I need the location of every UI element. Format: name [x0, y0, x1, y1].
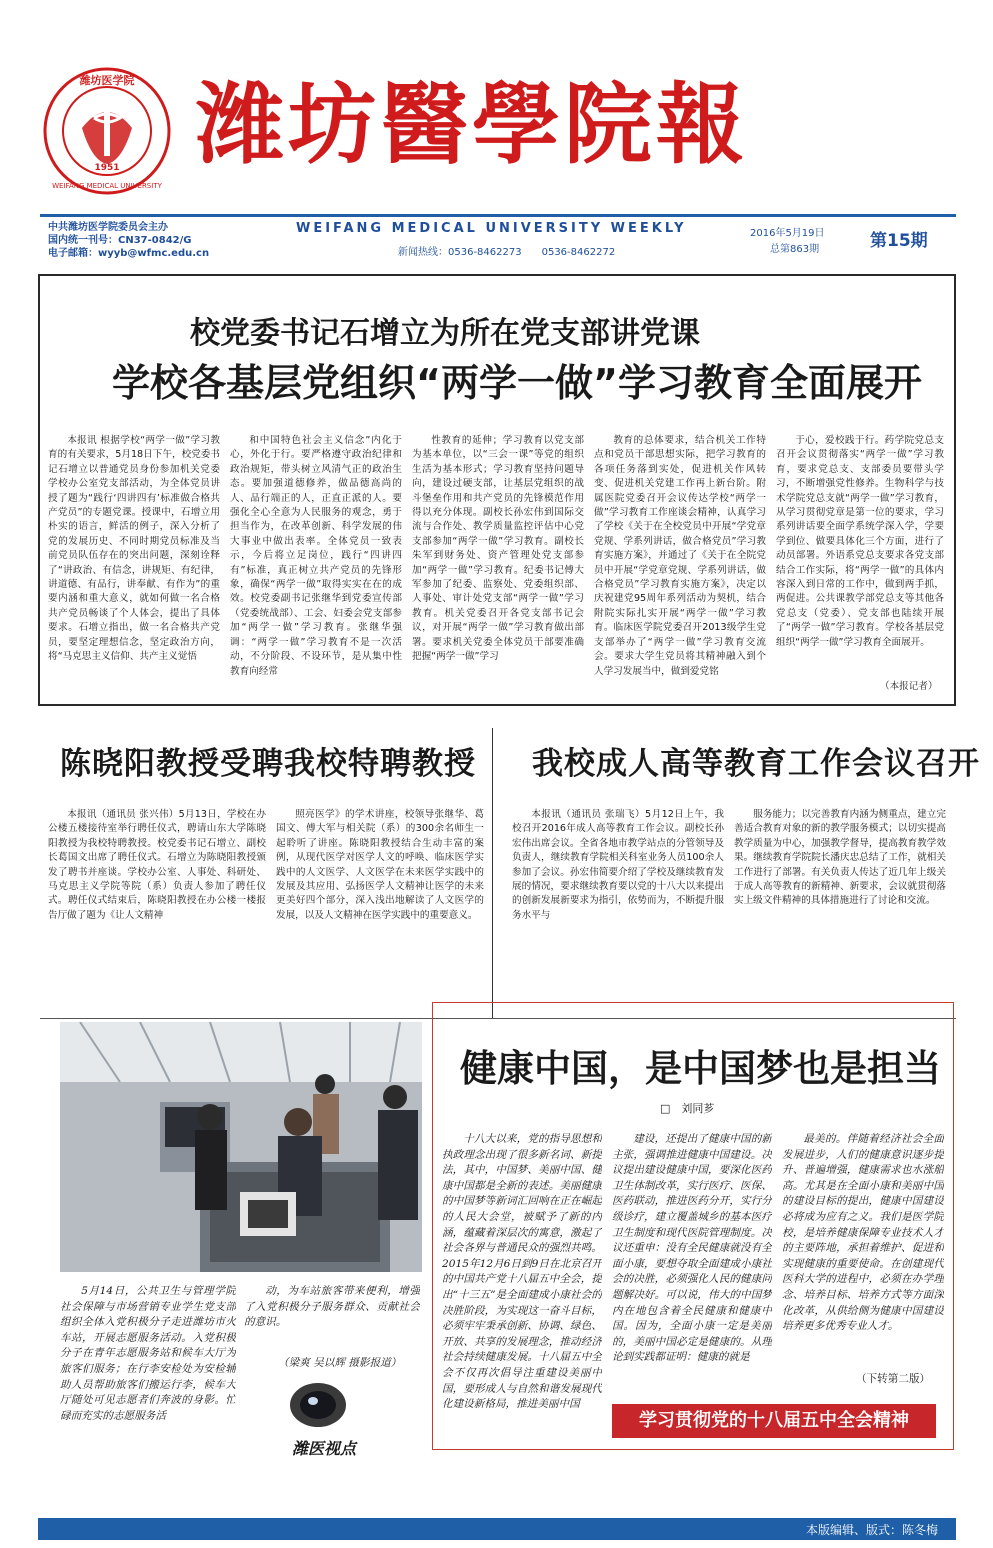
lead-headline: 学校各基层党组织“两学一做”学习教育全面展开: [112, 361, 922, 405]
university-logo: [42, 66, 172, 196]
photo-caption-column-1: 5月14日，公共卫生与管理学院社会保障与市场营销专业学生党支部组织全体入党积极分子走进潍坊市火车站，开展志愿服务活动。入党积极分子在青年志愿服务站和候车大厅为旅客们服务；在行李安检处为安检辅助人员帮助旅客们搬运行李，候车大厅随处可见志愿者们奔波的身影。忙碌而充实的志愿服务活: [60, 1285, 236, 1422]
theme-banner: 学习贯彻党的十八届五中全会精神: [612, 1404, 936, 1438]
right-story-column-2: 服务能力；以完善教育内涵为侧重点，建立完善适合教育对象的新的教学服务模式；以切实提高教学质量为中心，加强教学督导，提高教育教学效果。继续教育学院院长潘庆忠总结了工作，就相关工作进行了部署。有关负责人传达了近几年上级关于成人高等教育的新精神、新要求，会议就贯彻落实上级文件精神的具体措施进行了讨论和交流。: [734, 809, 946, 907]
left-story-column-2: 照亮医学》的学术讲座，校领导张继华、葛国文、傅大军与相关院（系）的300余名师生一起聆听了讲座。陈晓阳教授结合生动丰富的案例，从现代医学对医学人文的呼唤、临床医学实践中的人文医学、人文医学在未来医学实践中的发展及其应用、弘扬医学人文精神让医学的未来更美好四个部分，深入浅出地解读了人文医学的发展，以及人文精神在医学实践中的重要意义。: [276, 809, 484, 921]
lead-kicker: 校党委书记石增立为所在党支部讲党课: [190, 316, 700, 351]
essay-column-1: 十八大以来，党的指导思想和执政理念出现了很多新名词、新提法，其中，中国梦、美丽中国、健康中国都是全新的表述。美丽健康的中国梦等新词汇回响在正在崛起的人民大会堂，被赋予了新的内涵，蕴藏着深层次的寓意，激起了社会各界与普通民众的强烈共鸣。2015年12月6日到9日在北京召开的中国共产党十八届五中全会，提出“十三五”是全面建成小康社会的决胜阶段，为实现这一奋斗目标，必须牢牢秉承创新、协调、绿色、开放、共享的发展理念，推动经济社会持续健康发展。十八届五中全会不仅再次倡导注重建设美丽中国，要形成人与自然和谐发展现代化建设新格局，推进美丽中国: [442, 1133, 602, 1411]
photo-caption-column-2: 动，为车站旅客带来便利，增强了入党积极分子服务群众、贡献社会的意识。: [244, 1285, 420, 1329]
lead-column-4: 教育的总体要求，结合机关工作特点和党员干部思想实际，把学习教育的各项任务落到实处，促进机关作风转变、促进机关党建工作再上新台阶。附属医院党委召开会议传达学校“两学一做”学习教育工作座谈会精神，认真学习了学校《关于在全校党员中开展“学党章党规、学系列讲话，做合格党员”学习教育实施方案》，并通过了《关于在全院党员中开展“学党章党规、学系列讲话，做合格党员”学习教育实施方案》，决定以庆祝建党95周年系列活动为契机，结合附院实际扎实开展“两学一做”学习教育。临床医学院党委召开2013级学生党支部举办了“两学一做”学习教育交流会。要求大学生党员将其精神融入到个人学习发展当中，做到爱党铭: [594, 435, 766, 677]
email-line: 电子邮箱：wyyb@wfmc.edu.cn: [48, 248, 210, 259]
left-story-column-1: 本报讯（通讯员 张兴伟）5月13日，学校在办公楼五楼接待室举行聘任仪式，聘请山东大学陈晓阳教授为我校特聘教授。校党委书记石增立、副校长葛国文出席了聘任仪式。石增立为陈晓阳教授颁发了聘书并座谈。学校办公室、人事处、科研处、马克思主义学院等院（系）负责人参加了聘任仪式。聘任仪式结束后，陈晓阳教授在办公楼一楼报告厅做了题为《让人文精神: [48, 809, 266, 921]
svg-text:潍坊医学院: 潍坊医学院: [79, 74, 135, 87]
page-editor-credit: 本版编辑、版式：陈冬梅: [806, 1523, 939, 1537]
newspaper-title: 潍坊醫學院報: [196, 72, 749, 176]
left-story-headline: 陈晓阳教授受聘我校特聘教授: [60, 746, 476, 782]
issue-number: 第15期: [870, 231, 928, 251]
photo-credit: （梁爽 吴以辉 摄影报道）: [278, 1357, 402, 1369]
cn-number: 国内统一刊号：CN37-0842/G: [48, 235, 192, 246]
essay-column-3: 最美的。伴随着经济社会全面发展进步，人们的健康意识逐步提升、普遍增强，健康需求也水涨船高。尤其是在全面小康和美丽中国的建设目标的提出，健康中国建设必将成为应有之义。我们是医学院校，是培养健康保障专业技术人才的主要阵地，承担着维护、促进和实现健康的重要使命。在创建现代医科大学的进程中，必须在办学理念、培养目标、培养方式等方面深化改革，从供给侧为健康中国建设培养更多优秀专业人才。: [782, 1133, 944, 1333]
english-title: WEIFANG MEDICAL UNIVERSITY WEEKLY: [296, 221, 687, 236]
lead-byline: （本报记者）: [880, 681, 938, 692]
column-divider: [492, 728, 493, 1018]
news-hotline: 新闻热线：0536-8462273 0536-8462272: [398, 247, 616, 258]
svg-text:WEIFANG MEDICAL UNIVERSITY: WEIFANG MEDICAL UNIVERSITY: [52, 182, 162, 190]
issue-date: 2016年5月19日: [750, 228, 825, 239]
essay-author: □ 刘同芗: [660, 1102, 715, 1115]
photo-column-label: 潍医视点: [292, 1439, 357, 1458]
volunteer-station-photo: [60, 1022, 422, 1272]
lead-column-3: 性教育的延伸；学习教育以党支部为基本单位，以“三会一课”等党的组织生活为基本形式；学习教育坚持问题导向，建设过硬支部，让基层党组织的战斗堡垒作用和共产党员的先锋模范作用得以充分体现。副校长孙宏伟到国际交流与合作处、教学质量监控评估中心党支部参加“两学一做”学习教育。副校长朱军到财务处、资产管理处党支部参加“两学一做”学习教育。纪委书记傅大军参加了纪委、监察处、党委组织部、人事处、审计处党支部“两学一做”学习教育。机关党委召开各党支部书记会议，对开展“两学一做”学习教育做出部署。要求机关党委全体党员干部要准确把握“两学一做”学习: [412, 435, 584, 663]
total-issue: 总第863期: [770, 244, 820, 255]
svg-text:1951: 1951: [94, 163, 120, 173]
essay-column-2: 建设，还提出了健康中国的新主张，强调推进健康中国建设。决议提出建设健康中国，要深化医药卫生体制改革，实行医疗、医保、医药联动，推进医药分开，实行分级诊疗，建立覆盖城乡的基本医疗卫生制度和现代医院管理制度。决议还重申：没有全民健康就没有全面小康，要想夺取全面建成小康社会的决胜，必须强化人民的健康问题解决好。可以说，伟大的中国梦内在地包含着全民健康和健康中国。因为，全面小康一定是美丽的，美丽中国必定是健康的。从理论到实践都证明：健康的就是: [612, 1133, 772, 1364]
sponsor-line: 中共潍坊医学院委员会主办: [48, 222, 168, 233]
lead-column-2: 和中国特色社会主义信念”内化于心，外化于行。要严格遵守政治纪律和政治规矩，带头树立风清气正的政治生态。要加强道德修养，做品德高尚的人、品行端正的人，正直正派的人。要强化全心全意为人民服务的观念，勇于担当作为，在改革创新、科学发展的伟大事业中做出表率。全体党员一致表示，今后将立足岗位，践行“四讲四有”标准，真正树立共产党员的先锋形象，确保“两学一做”取得实实在在的成效。校党委副书记张继华到党委宣传部（党委统战部）、工会、妇委会党支部参加“两学一做”学习教育。张继华强调：“两学一做”学习教育不是一次活动，不分阶段、不设环节，是从集中性教育向经常: [230, 435, 402, 677]
right-story-headline: 我校成人高等教育工作会议召开: [532, 746, 980, 782]
continued-note: （下转第二版）: [856, 1373, 931, 1385]
essay-headline: 健康中国，是中国梦也是担当: [460, 1047, 941, 1090]
right-story-column-1: 本报讯（通讯员 张瑞飞）5月12日上午，我校召开2016年成人高等教育工作会议。副校长孙宏伟出席会议。全省各地市教学站点的分管领导及负责人，继续教育学院相关科室业务人员100余人参加了会议。孙宏伟简要介绍了学校及继续教育发展的情况，要求继续教育要以党的十八大以来提出的创新发展新要求为指引，依势而为，不断提升服务水平与: [512, 809, 724, 921]
lead-column-5: 于心，爱校践于行。药学院党总支召开会议贯彻落实“两学一做”学习教育，要求党总支、支部委员要带头学习，不断增强党性修养。生物科学与技术学院党总支就“两学一做”学习教育，从学习贯彻党章是第一位的要求，学习系列讲话要全面学系统学深入学，学要学到位、做要具体化三个方面，进行了动员部署。外语系党总支要求各党支部结合工作实际，将“两学一做”的具体内容深入到日常的工作中，做到两手抓，两促进。公共课教学部党总支等其他各党总支（党委）、党支部也陆续开展了“两学一做”学习教育。学校各基层党组织“两学一做”学习教育全面展开。: [776, 435, 944, 648]
camera-lens-icon: [282, 1380, 354, 1430]
lead-column-1: 本报讯 根据学校“两学一做”学习教育的有关要求，5月18日下午，校党委书记石增立以普通党员身份参加机关党委学校办公室党支部活动，为全体党员讲授了题为“践行‘四讲四有’标准做合格共产党员”的专题党课。授课中，石增立用朴实的语言，鲜活的例子，深入分析了党的发展历史、不同时期党员标准及当前党员队伍存在的突出问题，深刻诠释了“讲政治、有信念，讲规矩、有纪律，讲道德、有品行，讲奉献、有作为”的重要内涵和重大意义，就如何做一名合格共产党员畅谈了个人体会，提出了具体要求。石增立指出，做一名合格共产党员，要坚定理想信念，坚定政治方向，将“马克思主义信仰、共产主义觉悟: [48, 435, 220, 663]
